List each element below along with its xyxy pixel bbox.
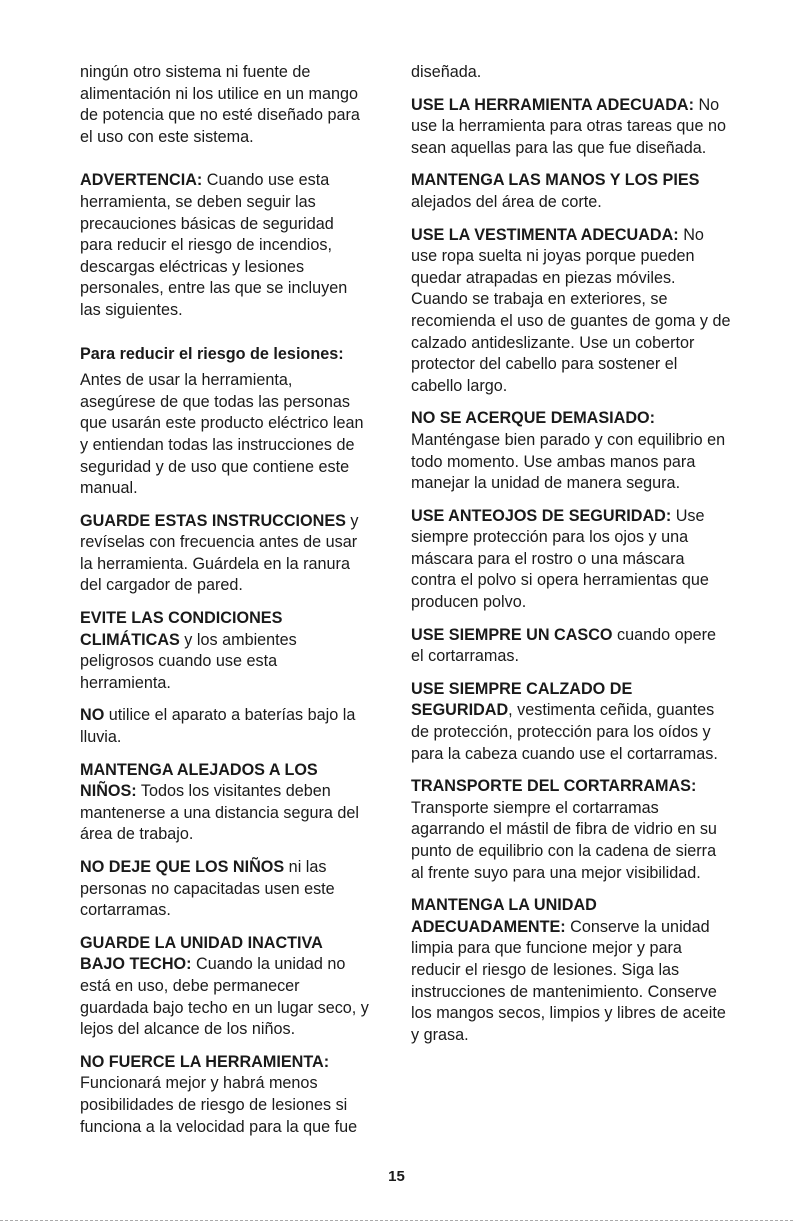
paragraph: TRANSPORTE DEL CORTARRAMAS: Transporte siempre el cortarramas agarrando el mástil de fibra de vidrio en su punto de equilibrio con la cadena de sierra al frente suyo para una mejor visibilidad. [411,777,717,882]
paragraph: NO utilice el aparato a baterías bajo la lluvia. [80,706,356,747]
paragraph: EVITE LAS CONDICIONES CLIMÁTICAS y los ambientes peligrosos cuando use esta herramienta. [80,609,297,692]
page-bottom-border [0,1220,793,1221]
paragraph: GUARDE LA UNIDAD INACTIVA BAJO TECHO: Cuando la unidad no está en uso, debe permanecer guardada bajo techo en un lugar seco, y lejos del alcance de los niños. [80,933,369,1039]
paragraph: NO FUERCE LA HERRAMIENTA: Funcionará mejor y habrá menos posibilidades de riesgo de lesiones si funciona a la velocidad para la que fue [80,1052,358,1136]
paragraph: USE LA HERRAMIENTA ADECUADA: No use la herramienta para otras tareas que no sean aquellas para las que fue diseñada. [411,95,726,157]
paragraph: USE ANTEOJOS DE SEGURIDAD: Use siempre protección para los ojos y una máscara para el rostro o una máscara contra el polvo si opera herramientas que producen polvo. [411,506,709,612]
paragraph: NO DEJE QUE LOS NIÑOS ni las personas no capacitadas usen este cortarramas. [80,858,335,920]
page-number: 15 [388,1168,405,1185]
paragraph: diseñada. [411,63,482,81]
paragraph: ADVERTENCIA: Cuando use esta herramienta, se deben seguir las precauciones básicas de seguridad para reducir el riesgo de incendios, descargas eléctricas y lesiones personales, entre las que se incluyen las siguientes. [80,171,348,319]
paragraph: USE SIEMPRE UN CASCO cuando opere el cortarramas. [411,625,716,666]
paragraph: MANTENGA ALEJADOS A LOS NIÑOS: Todos los visitantes deben mantenerse a una distancia segura del área de trabajo. [80,760,359,844]
paragraph: MANTENGA LAS MANOS Y LOS PIES alejados del área de corte. [411,171,700,211]
left-column [80,62,370,1149]
right-column [411,62,731,1057]
paragraph: MANTENGA LA UNIDAD ADECUADAMENTE: Conserve la unidad limpia para que funcione mejor y para reducir el riesgo de lesiones. Siga las instrucciones de mantenimiento. Conserve los mangos secos, limpios y libres de aceite y grasa. [411,896,726,1044]
paragraph: USE SIEMPRE CALZADO DE SEGURIDAD, vestimenta ceñida, guantes de protección, protección para los oídos y para la cabeza cuando use el cortarramas. [411,679,718,763]
paragraph: Antes de usar la herramienta, asegúrese de que todas las personas que usarán este producto eléctrico lean y entiendan todas las instrucciones de seguridad y de uso que contiene este manual. [80,371,364,498]
section-heading: Para reducir el riesgo de lesiones: [80,344,344,363]
paragraph: GUARDE ESTAS INSTRUCCIONES y revíselas con frecuencia antes de usar la herramienta. Guárdela en la ranura del cargador de pared. [80,511,359,595]
paragraph: ningún otro sistema ni fuente de alimentación ni los utilice en un mango de potencia que no esté diseñado para el uso con este sistema. [80,63,360,146]
paragraph: USE LA VESTIMENTA ADECUADA: No use ropa suelta ni joyas porque pueden quedar atrapadas en piezas móviles. Cuando se trabaja en exteriores, se recomienda el uso de guantes de goma y de calzado antideslizante. Use un cobertor protector del cabello para sostener el cabello largo. [411,225,731,395]
paragraph: NO SE ACERQUE DEMASIADO: Manténgase bien parado y con equilibrio en todo momento. Use ambas manos para manejar la unidad de manera segura. [411,409,726,493]
